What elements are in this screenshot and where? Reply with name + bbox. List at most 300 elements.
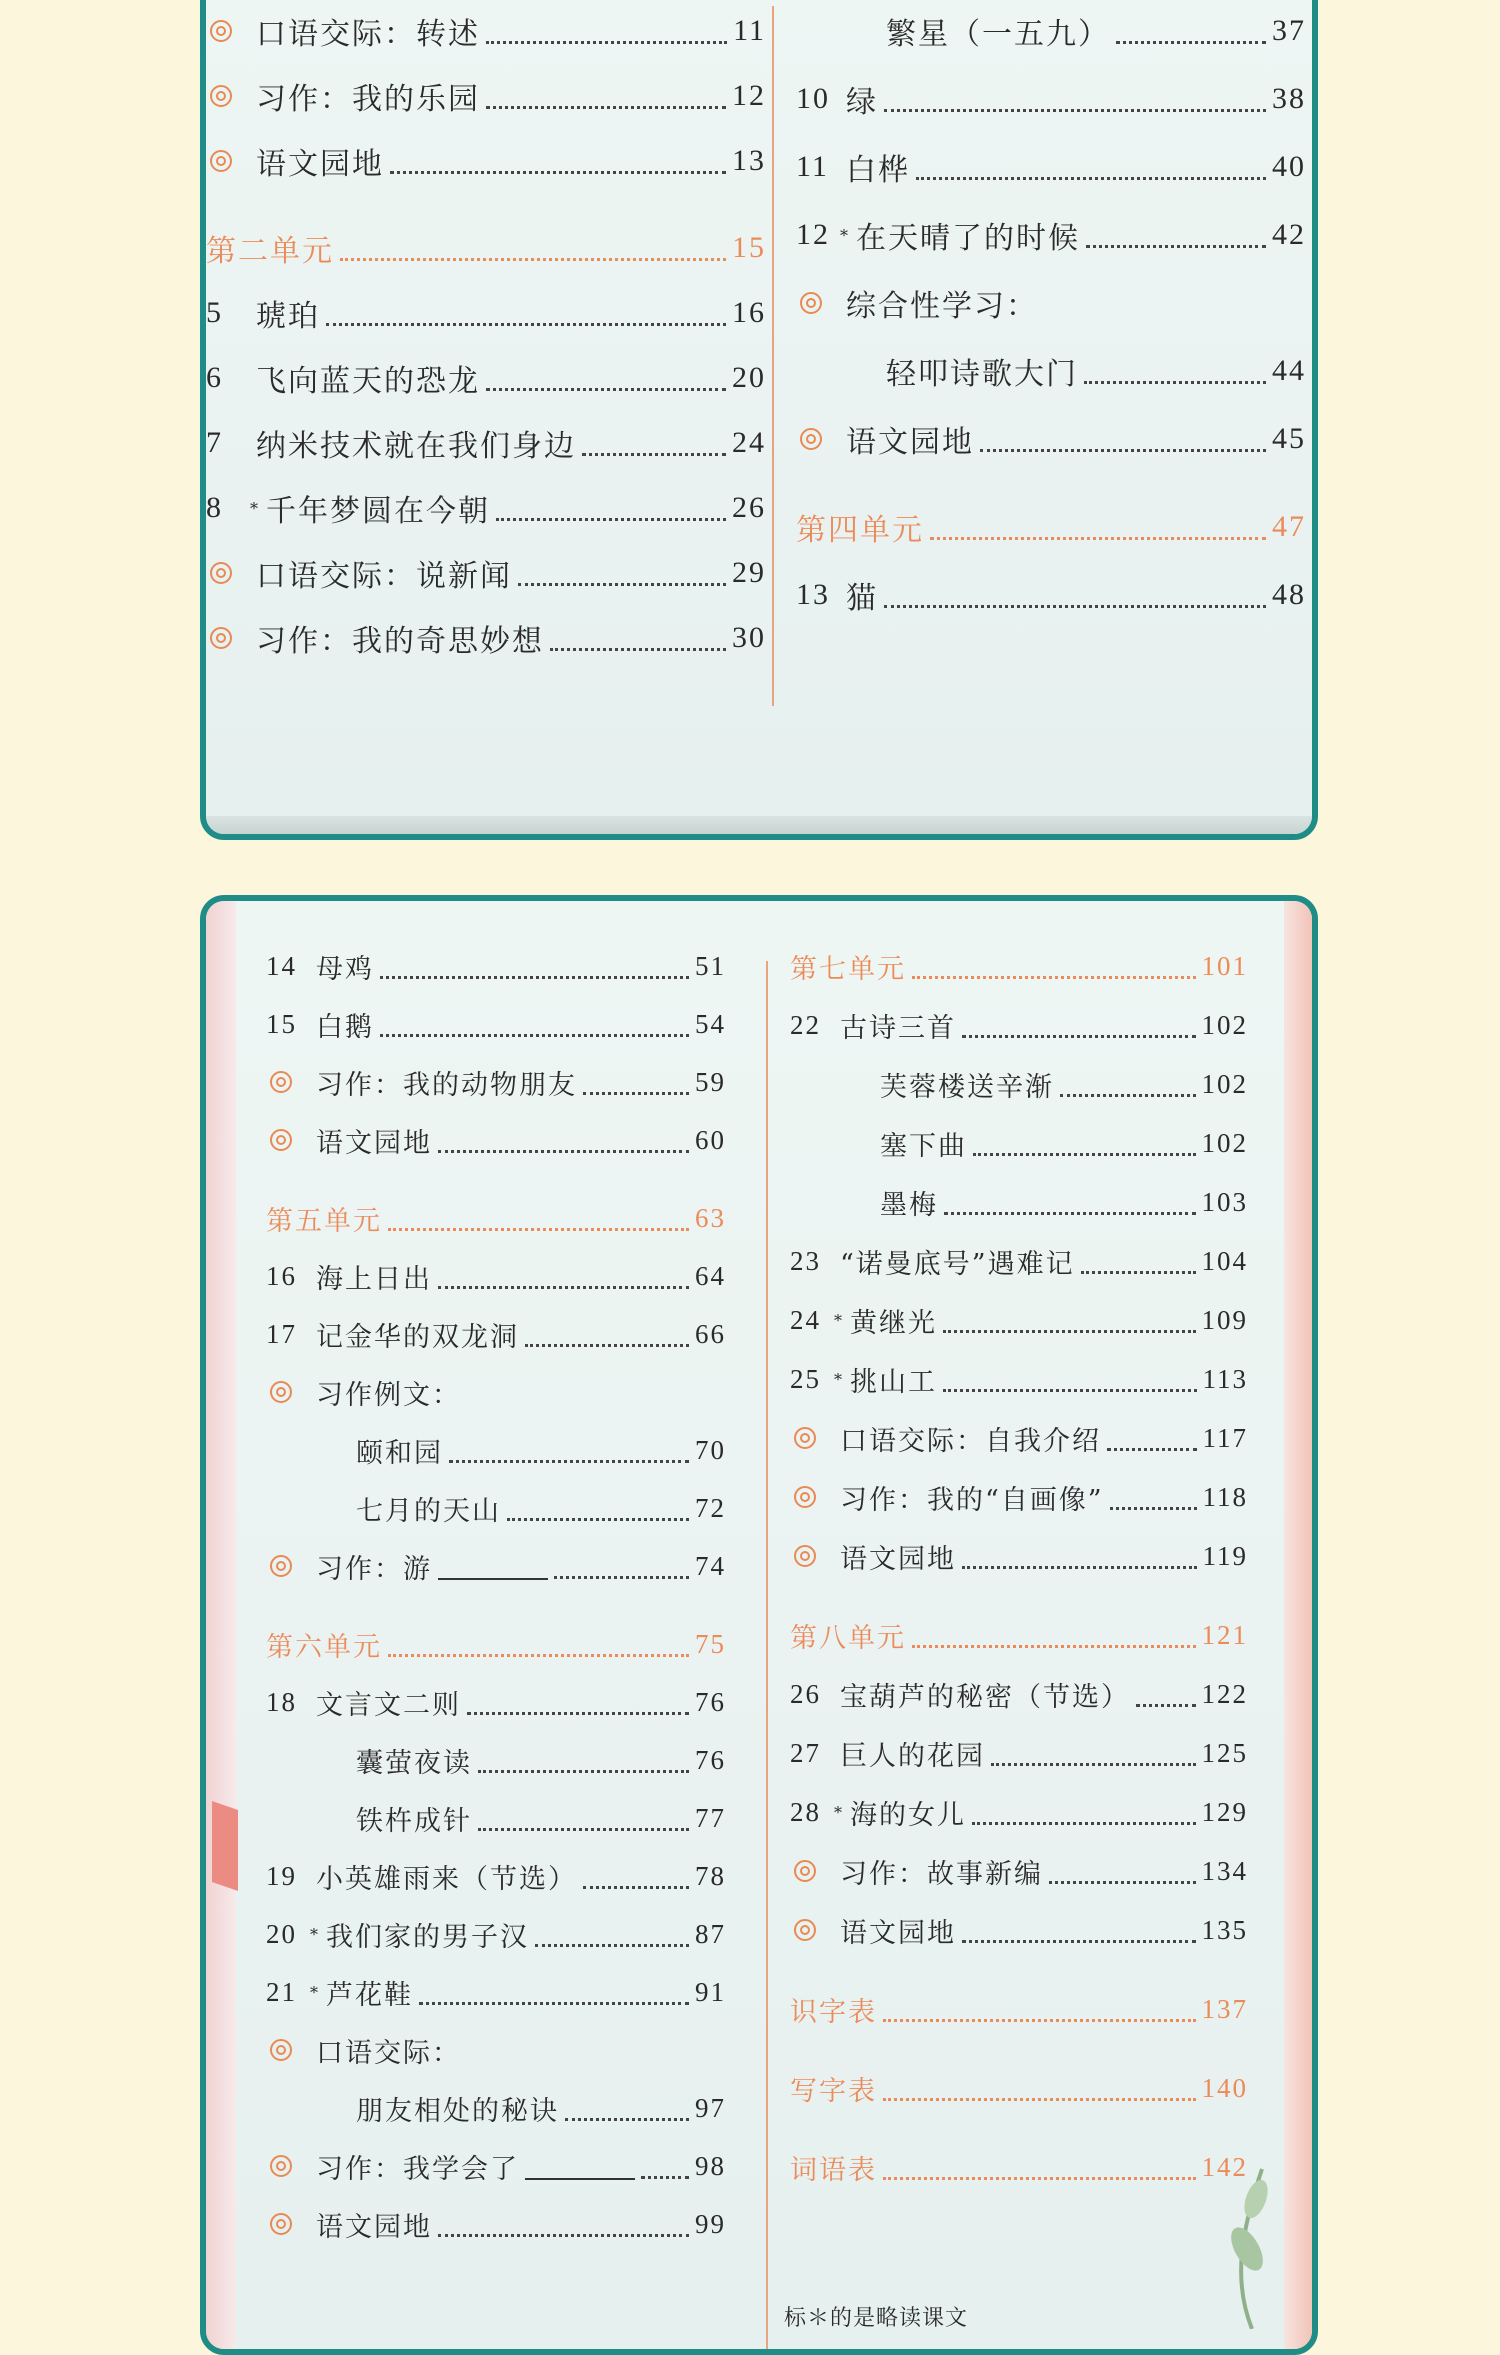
- leader-dots: [1084, 379, 1266, 384]
- page-number: 26: [732, 491, 766, 524]
- page-number: 118: [1202, 1481, 1248, 1512]
- toc-entry: [796, 346, 1306, 396]
- lesson-number: 20: [266, 1918, 297, 1949]
- lesson-number: 19: [266, 1860, 297, 1891]
- double-circle-icon: [790, 1478, 828, 1516]
- toc-entry: [796, 74, 1306, 124]
- page-number: 104: [1201, 1245, 1248, 1276]
- leader-dots: [1110, 1505, 1197, 1510]
- leader-dots: [565, 2116, 689, 2121]
- entry-title: 铁杵成针: [356, 1805, 472, 1837]
- double-circle-icon: [266, 2031, 304, 2069]
- page-number: 51: [695, 950, 726, 981]
- page-number: 140: [1201, 2072, 1248, 2103]
- toc-entry: [206, 418, 766, 468]
- paper-edge-right: [1284, 901, 1312, 2349]
- entry-title: 识字表: [790, 1996, 877, 2028]
- toc-entry: [266, 1483, 726, 1533]
- entry-title: 口语交际：自我介绍: [840, 1425, 1101, 1457]
- skim-reading-star: *: [250, 498, 260, 518]
- entry-title: 文言文二则: [316, 1689, 461, 1721]
- toc-entry: [790, 1472, 1248, 1522]
- toc-entry: [266, 1309, 726, 1359]
- entry-title: 白桦: [846, 153, 910, 188]
- entry-title: 口语交际：转述: [256, 17, 480, 52]
- entry-title: 七月的天山: [356, 1495, 501, 1527]
- toc-entry: [790, 1295, 1248, 1345]
- toc-entry: [266, 941, 726, 991]
- page-number: 134: [1201, 1855, 1248, 1886]
- lesson-number: 5: [206, 296, 223, 329]
- toc-entry: [790, 1000, 1248, 1050]
- lesson-number: 28: [790, 1796, 821, 1827]
- entry-title: 写字表: [790, 2075, 877, 2107]
- toc-entry: [790, 1118, 1248, 1168]
- page-number: 125: [1201, 1737, 1248, 1768]
- skim-reading-star: *: [310, 1982, 320, 2002]
- page-number: 42: [1272, 218, 1306, 251]
- leader-dots: [884, 107, 1266, 112]
- entry-title: 芙蓉楼送辛渐: [880, 1071, 1054, 1103]
- entry-title: 我们家的男子汉: [326, 1921, 529, 1953]
- page-number: 109: [1201, 1304, 1248, 1335]
- entry-title: 轻叩诗歌大门: [886, 357, 1078, 392]
- toc-entry: [206, 6, 766, 56]
- entry-title: 猫: [846, 581, 878, 616]
- toc-entry: [266, 999, 726, 1049]
- entry-title: 语文园地: [840, 1917, 956, 1949]
- entry-title: 第二单元: [206, 234, 334, 269]
- unit-heading: [790, 1984, 1248, 2034]
- double-circle-icon: [790, 1852, 828, 1890]
- leader-dots: [449, 1458, 689, 1463]
- toc-entry: [790, 1413, 1248, 1463]
- toc-entry: [206, 548, 766, 598]
- toc-entry: [266, 2141, 726, 2191]
- footnote-text: 标＊的是略读课文: [784, 2306, 969, 2331]
- lesson-number: 14: [266, 950, 297, 981]
- leader-dots: [1116, 39, 1266, 44]
- entry-title: 墨梅: [880, 1189, 938, 1221]
- page-number: 24: [732, 426, 766, 459]
- page-number: 60: [695, 1124, 726, 1155]
- leader-dots: [883, 2096, 1196, 2101]
- leader-dots: [991, 1761, 1196, 1766]
- entry-title: 琥珀: [256, 299, 320, 334]
- leaf-decoration-icon: [1192, 2129, 1272, 2329]
- toc-column-left: [206, 0, 766, 834]
- page-number: 29: [732, 556, 766, 589]
- lesson-number: 10: [796, 82, 830, 115]
- column-divider: [766, 961, 768, 2355]
- entry-title: 习作：游: [316, 1553, 432, 1585]
- page-number: 45: [1272, 422, 1306, 455]
- page-number: 103: [1201, 1186, 1248, 1217]
- lesson-number: 23: [790, 1245, 821, 1276]
- page-number: 76: [695, 1744, 726, 1775]
- entry-title: 塞下曲: [880, 1130, 967, 1162]
- page-number: 70: [695, 1434, 726, 1465]
- leader-dots: [962, 1938, 1196, 1943]
- toc-entry: [790, 1669, 1248, 1719]
- page-number: 98: [695, 2150, 726, 2181]
- toc-entry: [796, 210, 1306, 260]
- lesson-number: 21: [266, 1976, 297, 2007]
- toc-entry: [266, 1793, 726, 1843]
- entry-title: 海的女儿: [850, 1799, 966, 1831]
- toc-entry: [266, 1367, 726, 1417]
- leader-dots: [1136, 1702, 1196, 1707]
- column-divider: [772, 6, 774, 706]
- entry-title: 习作：我的乐园: [256, 82, 480, 117]
- toc-entry: [266, 2083, 726, 2133]
- leader-dots: [912, 1643, 1196, 1648]
- entry-title: 习作：我的“自画像”: [840, 1484, 1104, 1516]
- double-circle-icon: [206, 77, 244, 115]
- fill-in-blank: [525, 2152, 635, 2180]
- lesson-number: 17: [266, 1318, 297, 1349]
- double-circle-icon: [266, 1373, 304, 1411]
- leader-dots: [486, 104, 726, 109]
- page-number: 13: [732, 144, 766, 177]
- page-number: 37: [1272, 14, 1306, 47]
- leader-dots: [438, 1284, 689, 1289]
- skim-reading-star: *: [840, 225, 850, 245]
- leader-dots: [478, 1826, 689, 1831]
- page-number: 119: [1202, 1540, 1248, 1571]
- toc-entry: [790, 1531, 1248, 1581]
- toc-entry: [266, 1967, 726, 2017]
- page-number: 99: [695, 2208, 726, 2239]
- page-number: 66: [695, 1318, 726, 1349]
- unit-heading: [266, 1619, 726, 1669]
- page-number: 102: [1201, 1068, 1248, 1099]
- page-number: 72: [695, 1492, 726, 1523]
- entry-title: 记金华的双龙洞: [316, 1321, 519, 1353]
- leader-dots: [884, 603, 1266, 608]
- page-number: 78: [695, 1860, 726, 1891]
- lesson-number: 24: [790, 1304, 821, 1335]
- page-number: 48: [1272, 578, 1306, 611]
- leader-dots: [496, 516, 726, 521]
- leader-dots: [1060, 1092, 1196, 1097]
- toc-entry: [266, 1115, 726, 1165]
- fill-in-blank: [438, 1552, 548, 1580]
- page-number: 63: [695, 1202, 726, 1233]
- page-number: 137: [1201, 1993, 1248, 2024]
- page-number: 87: [695, 1918, 726, 1949]
- page-number: 64: [695, 1260, 726, 1291]
- page-number: 142: [1201, 2151, 1248, 2182]
- page-number: 54: [695, 1008, 726, 1039]
- page-number: 76: [695, 1686, 726, 1717]
- entry-title: 芦花鞋: [326, 1979, 413, 2011]
- leader-dots: [972, 1820, 1196, 1825]
- entry-title: 朋友相处的秘诀: [356, 2095, 559, 2127]
- page-number: 30: [732, 621, 766, 654]
- toc-entry: [266, 1541, 726, 1591]
- double-circle-icon: [206, 12, 244, 50]
- unit-heading: [790, 2142, 1248, 2192]
- leader-dots: [1081, 1269, 1196, 1274]
- toc-entry: [796, 278, 1306, 328]
- leader-dots: [582, 451, 726, 456]
- lesson-number: 11: [796, 150, 829, 183]
- toc-entry: [796, 142, 1306, 192]
- entry-title: 古诗三首: [840, 1012, 956, 1044]
- toc-entry: [266, 1909, 726, 1959]
- double-circle-icon: [266, 1063, 304, 1101]
- lesson-number: 15: [266, 1008, 297, 1039]
- entry-title: 第四单元: [796, 513, 924, 548]
- entry-title: 海上日出: [316, 1263, 432, 1295]
- toc-entry: [266, 1677, 726, 1727]
- toc-entry: [266, 1057, 726, 1107]
- leader-dots: [1107, 1446, 1197, 1451]
- page-number: 47: [1272, 510, 1306, 543]
- leader-dots: [380, 974, 689, 979]
- double-circle-icon: [206, 619, 244, 657]
- double-circle-icon: [790, 1911, 828, 1949]
- leader-dots: [883, 2017, 1196, 2022]
- toc-entry: [266, 1735, 726, 1785]
- entry-title: 白鹅: [316, 1011, 374, 1043]
- leader-dots: [962, 1033, 1196, 1038]
- toc-column-right: [796, 0, 1306, 834]
- toc-entry: [790, 1354, 1248, 1404]
- paper-edge-left: [206, 901, 236, 2349]
- entry-title: 绿: [846, 85, 878, 120]
- toc-card-top: [200, 0, 1318, 840]
- entry-title: 纳米技术就在我们身边: [256, 429, 576, 464]
- lesson-number: 16: [266, 1260, 297, 1291]
- page-number: 15: [732, 231, 766, 264]
- double-circle-icon: [266, 1121, 304, 1159]
- entry-title: “诺曼底号”遇难记: [840, 1248, 1075, 1280]
- entry-title: 语文园地: [316, 1127, 432, 1159]
- toc-entry: [206, 71, 766, 121]
- double-circle-icon: [796, 420, 834, 458]
- lesson-number: 7: [206, 426, 223, 459]
- leader-dots: [388, 1652, 689, 1657]
- toc-entry: [790, 1728, 1248, 1778]
- unit-heading: [796, 502, 1306, 552]
- leader-dots: [438, 1148, 689, 1153]
- entry-title: 习作：我的动物朋友: [316, 1069, 577, 1101]
- leader-dots: [1049, 1879, 1196, 1884]
- toc-entry: [796, 570, 1306, 620]
- card-bottom-strip: [206, 816, 1312, 834]
- toc-entry: [266, 1425, 726, 1475]
- entry-title: 第七单元: [790, 953, 906, 985]
- leader-dots: [550, 646, 726, 651]
- entry-title: 语文园地: [256, 147, 384, 182]
- leader-dots: [980, 447, 1266, 452]
- leader-dots: [973, 1151, 1196, 1156]
- page-number: 59: [695, 1066, 726, 1097]
- lesson-number: 25: [790, 1363, 821, 1394]
- entry-title: 习作：故事新编: [840, 1858, 1043, 1890]
- entry-title: 母鸡: [316, 953, 374, 985]
- page-number: 77: [695, 1802, 726, 1833]
- leader-dots: [467, 1710, 689, 1715]
- page-number: 117: [1202, 1422, 1248, 1453]
- page-number: 101: [1201, 950, 1248, 981]
- entry-title: 千年梦圆在今朝: [266, 494, 490, 529]
- double-circle-icon: [796, 284, 834, 322]
- leader-dots: [438, 2232, 689, 2237]
- double-circle-icon: [266, 1547, 304, 1585]
- page-number: 74: [695, 1550, 726, 1581]
- leader-dots: [943, 1328, 1196, 1333]
- leader-dots: [340, 256, 726, 261]
- entry-title: 习作：我的奇思妙想: [256, 624, 544, 659]
- double-circle-icon: [790, 1537, 828, 1575]
- leader-dots: [507, 1516, 689, 1521]
- entry-title: 第六单元: [266, 1631, 382, 1663]
- entry-title: 挑山工: [850, 1366, 937, 1398]
- toc-entry: [796, 414, 1306, 464]
- double-circle-icon: [206, 142, 244, 180]
- leader-dots: [388, 1226, 689, 1231]
- leader-dots: [1086, 243, 1266, 248]
- entry-title: 语文园地: [840, 1543, 956, 1575]
- entry-title: 小英雄雨来（节选）: [316, 1863, 577, 1895]
- entry-title: 第五单元: [266, 1205, 382, 1237]
- lesson-number: 8: [206, 491, 223, 524]
- entry-title: 囊萤夜读: [356, 1747, 472, 1779]
- toc-entry: [206, 136, 766, 186]
- lesson-number: 6: [206, 361, 223, 394]
- page-number: 91: [695, 1976, 726, 2007]
- leader-dots: [486, 39, 727, 44]
- entry-title: 繁星（一五九）: [886, 17, 1110, 52]
- page-number: 12: [732, 79, 766, 112]
- toc-entry: [206, 288, 766, 338]
- page-number: 121: [1201, 1619, 1248, 1650]
- page-number: 102: [1201, 1127, 1248, 1158]
- leader-dots: [912, 974, 1196, 979]
- unit-heading: [790, 2063, 1248, 2113]
- toc-entry: [206, 613, 766, 663]
- page-number: 135: [1201, 1914, 1248, 1945]
- skim-reading-star: *: [834, 1369, 844, 1389]
- bookmark-ribbon: [212, 1801, 238, 1891]
- toc-column-right: [790, 901, 1248, 2349]
- leader-dots: [486, 386, 726, 391]
- page-number: 38: [1272, 82, 1306, 115]
- entry-title: 宝葫芦的秘密（节选）: [840, 1681, 1130, 1713]
- unit-heading: [266, 1193, 726, 1243]
- toc-card-bottom: [200, 895, 1318, 2355]
- entry-title: 黄继光: [850, 1307, 937, 1339]
- leader-dots: [944, 1210, 1196, 1215]
- toc-entry: [266, 1251, 726, 1301]
- skim-reading-star: *: [834, 1310, 844, 1330]
- double-circle-icon: [266, 2147, 304, 2185]
- lesson-number: 22: [790, 1009, 821, 1040]
- lesson-number: 27: [790, 1737, 821, 1768]
- skim-reading-star: *: [834, 1802, 844, 1822]
- leader-dots: [326, 321, 726, 326]
- page-number: 97: [695, 2092, 726, 2123]
- double-circle-icon: [790, 1419, 828, 1457]
- unit-heading: [790, 941, 1248, 991]
- lesson-number: 12: [796, 218, 830, 251]
- leader-dots: [583, 1090, 689, 1095]
- page-number: 129: [1201, 1796, 1248, 1827]
- toc-entry: [790, 1787, 1248, 1837]
- lesson-number: 18: [266, 1686, 297, 1717]
- entry-title: 在天晴了的时候: [856, 221, 1080, 256]
- page-number: 102: [1201, 1009, 1248, 1040]
- entry-title: 习作例文：: [316, 1379, 461, 1411]
- leader-dots: [390, 169, 726, 174]
- leader-dots: [583, 1884, 689, 1889]
- toc-entry: [790, 1236, 1248, 1286]
- page-number: 11: [733, 14, 766, 47]
- entry-title: 词语表: [790, 2154, 877, 2186]
- entry-title: 颐和园: [356, 1437, 443, 1469]
- entry-title: 口语交际：说新闻: [256, 559, 512, 594]
- page-number: 40: [1272, 150, 1306, 183]
- entry-title: 习作：我学会了: [316, 2153, 519, 2185]
- page-number: 20: [732, 361, 766, 394]
- page-number: 16: [732, 296, 766, 329]
- leader-dots: [419, 2000, 689, 2005]
- leader-dots: [962, 1564, 1197, 1569]
- leader-dots: [916, 175, 1266, 180]
- toc-entry: [206, 353, 766, 403]
- toc-entry: [206, 483, 766, 533]
- leader-dots: [380, 1032, 689, 1037]
- entry-title: 飞向蓝天的恐龙: [256, 364, 480, 399]
- toc-entry: [790, 1059, 1248, 1109]
- toc-entry: [266, 1851, 726, 1901]
- entry-title: 口语交际：: [316, 2037, 461, 2069]
- page-number: 75: [695, 1628, 726, 1659]
- page-number: 122: [1201, 1678, 1248, 1709]
- leader-dots: [943, 1387, 1197, 1392]
- toc-entry: [266, 2199, 726, 2249]
- leader-dots: [478, 1768, 689, 1773]
- leader-dots: [525, 1342, 689, 1347]
- lesson-number: 26: [790, 1678, 821, 1709]
- leader-dots: [641, 2174, 689, 2179]
- toc-entry: [790, 1905, 1248, 1955]
- double-circle-icon: [266, 2205, 304, 2243]
- toc-entry: [266, 2025, 726, 2075]
- entry-title: 第八单元: [790, 1622, 906, 1654]
- toc-entry: [796, 6, 1306, 56]
- leader-dots: [883, 2175, 1196, 2180]
- toc-entry: [790, 1846, 1248, 1896]
- lesson-number: 13: [796, 578, 830, 611]
- page-number: 44: [1272, 354, 1306, 387]
- entry-title: 巨人的花园: [840, 1740, 985, 1772]
- double-circle-icon: [206, 554, 244, 592]
- unit-heading: [790, 1610, 1248, 1660]
- page-number: 113: [1202, 1363, 1248, 1394]
- entry-title: 综合性学习：: [846, 289, 1038, 324]
- toc-column-left: [266, 901, 726, 2349]
- leader-dots: [535, 1942, 689, 1947]
- entry-title: 语文园地: [846, 425, 974, 460]
- leader-dots: [554, 1574, 689, 1579]
- leader-dots: [930, 535, 1266, 540]
- entry-title: 语文园地: [316, 2211, 432, 2243]
- skim-reading-star: *: [310, 1924, 320, 1944]
